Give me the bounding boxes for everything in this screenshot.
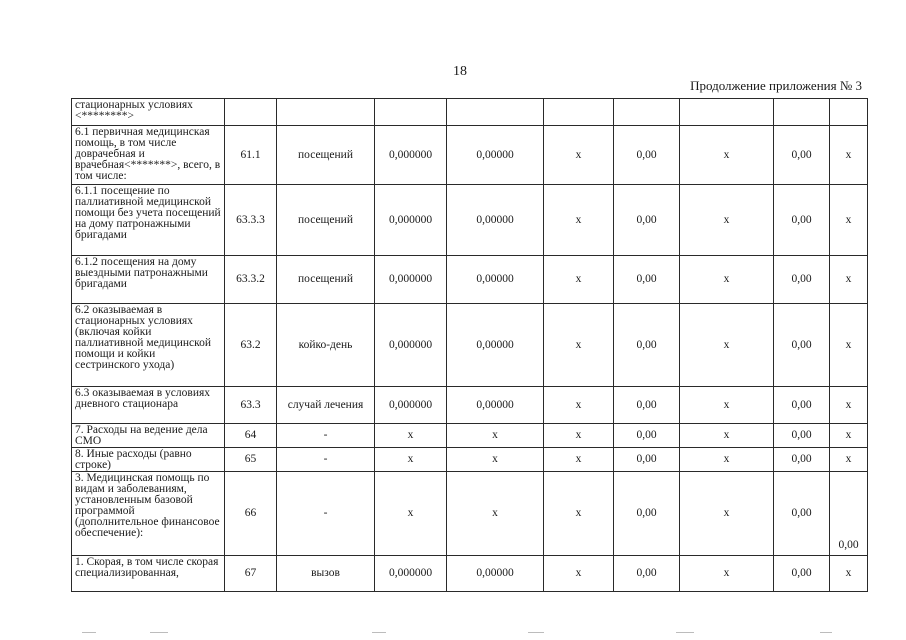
row-value-1: х: [375, 424, 447, 448]
row-value-7: х: [830, 387, 868, 424]
row-value-6: 0,00: [774, 256, 830, 304]
row-value-3: х: [544, 472, 614, 556]
row-value-4: 0,00: [614, 185, 680, 256]
table-row: [72, 556, 868, 592]
table-row: [72, 185, 868, 256]
row-code: 67: [225, 556, 277, 592]
row-value-6: 0,00: [774, 424, 830, 448]
row-value-2: 0,00000: [447, 126, 544, 185]
row-value-5: х: [680, 556, 774, 592]
table-row: [72, 387, 868, 424]
row-value-4: 0,00: [614, 448, 680, 472]
table-row: [72, 424, 868, 448]
row-name: 6.2 оказываемая в стационарных условиях (включая койки паллиативной медицинской помощи и койки сестринского ухода): [72, 304, 225, 387]
row-value-7: х: [830, 424, 868, 448]
row-name: 1. Скорая, в том числе скорая специализированная,: [72, 556, 225, 592]
row-value-7: 0,00: [830, 472, 868, 556]
row-value-5: х: [680, 448, 774, 472]
row-unit: -: [277, 424, 375, 448]
scan-mark: [528, 632, 544, 633]
row-unit: -: [277, 472, 375, 556]
row-value-5: х: [680, 185, 774, 256]
row-value-3: х: [544, 448, 614, 472]
row-value-7: х: [830, 256, 868, 304]
scan-mark: [372, 632, 386, 633]
row-value-6: 0,00: [774, 556, 830, 592]
row-code: 65: [225, 448, 277, 472]
row-code: [225, 99, 277, 126]
row-value-3: х: [544, 185, 614, 256]
table-row: [72, 472, 868, 556]
table-body: [72, 99, 868, 592]
row-value-3: х: [544, 556, 614, 592]
row-unit: посещений: [277, 256, 375, 304]
row-value-2: [447, 99, 544, 126]
row-name: 6.1 первичная медицинская помощь, в том числе доврачебная и врачебная<*******>, всего, в том числе:: [72, 126, 225, 185]
row-unit: случай лечения: [277, 387, 375, 424]
row-value-4: 0,00: [614, 304, 680, 387]
row-value-7: х: [830, 448, 868, 472]
row-value-2: 0,00000: [447, 556, 544, 592]
row-value-6: 0,00: [774, 387, 830, 424]
row-value-6: 0,00: [774, 304, 830, 387]
row-value-6: 0,00: [774, 185, 830, 256]
row-value-1: 0,000000: [375, 304, 447, 387]
row-value-1: [375, 99, 447, 126]
row-name: 3. Медицинская помощь по видам и заболеваниям, установленным базовой программой (дополнительное финансовое обеспечение):: [72, 472, 225, 556]
row-value-6: 0,00: [774, 472, 830, 556]
row-value-2: х: [447, 472, 544, 556]
row-code: 63.3.2: [225, 256, 277, 304]
row-value-7: х: [830, 185, 868, 256]
row-value-1: 0,000000: [375, 256, 447, 304]
table-row: [72, 304, 868, 387]
row-code: 63.2: [225, 304, 277, 387]
continuation-caption: Продолжение приложения № 3: [690, 78, 862, 93]
row-name: 6.1.2 посещения на дому выездными патронажными бригадами: [72, 256, 225, 304]
row-value-4: [614, 99, 680, 126]
row-name: 6.1.1 посещение по паллиативной медицинской помощи без учета посещений на дому патронажными бригадами: [72, 185, 225, 256]
data-table: [71, 98, 868, 592]
row-value-5: х: [680, 387, 774, 424]
scan-mark: [676, 632, 694, 633]
row-value-5: х: [680, 424, 774, 448]
row-value-2: 0,00000: [447, 387, 544, 424]
row-value-1: 0,000000: [375, 387, 447, 424]
row-name: 6.3 оказываемая в условиях дневного стационара: [72, 387, 225, 424]
row-value-6: 0,00: [774, 448, 830, 472]
scan-mark: [150, 632, 168, 633]
row-value-7: [830, 99, 868, 126]
row-value-3: х: [544, 424, 614, 448]
row-value-6: [774, 99, 830, 126]
row-name: стационарных условиях <********>: [72, 99, 225, 126]
row-value-3: х: [544, 126, 614, 185]
row-value-3: х: [544, 387, 614, 424]
row-value-5: х: [680, 304, 774, 387]
row-unit: койко-день: [277, 304, 375, 387]
row-value-1: 0,000000: [375, 126, 447, 185]
row-value-5: х: [680, 126, 774, 185]
row-value-3: х: [544, 304, 614, 387]
row-unit: -: [277, 448, 375, 472]
row-code: 66: [225, 472, 277, 556]
row-code: 63.3: [225, 387, 277, 424]
row-name: 8. Иные расходы (равно строке): [72, 448, 225, 472]
row-value-7: х: [830, 304, 868, 387]
row-value-2: 0,00000: [447, 304, 544, 387]
row-value-3: [544, 99, 614, 126]
row-value-5: х: [680, 472, 774, 556]
row-value-2: 0,00000: [447, 256, 544, 304]
row-value-4: 0,00: [614, 387, 680, 424]
row-value-1: х: [375, 472, 447, 556]
row-value-1: 0,000000: [375, 185, 447, 256]
row-code: 61.1: [225, 126, 277, 185]
row-code: 63.3.3: [225, 185, 277, 256]
row-value-2: 0,00000: [447, 185, 544, 256]
scan-mark: [82, 632, 96, 633]
row-value-4: 0,00: [614, 424, 680, 448]
row-value-4: 0,00: [614, 256, 680, 304]
row-value-1: х: [375, 448, 447, 472]
row-value-4: 0,00: [614, 126, 680, 185]
scan-mark: [820, 632, 832, 633]
row-value-2: х: [447, 424, 544, 448]
row-unit: посещений: [277, 126, 375, 185]
row-value-7: х: [830, 126, 868, 185]
row-name: 7. Расходы на ведение дела СМО: [72, 424, 225, 448]
row-value-5: х: [680, 256, 774, 304]
row-value-4: 0,00: [614, 472, 680, 556]
row-unit: посещений: [277, 185, 375, 256]
table-row: [72, 126, 868, 185]
table-row: [72, 256, 868, 304]
row-value-1: 0,000000: [375, 556, 447, 592]
row-value-6: 0,00: [774, 126, 830, 185]
scan-artifacts: [0, 632, 906, 636]
row-value-4: 0,00: [614, 556, 680, 592]
row-value-2: х: [447, 448, 544, 472]
page-number: 18: [453, 64, 467, 79]
row-value-5: [680, 99, 774, 126]
row-unit: [277, 99, 375, 126]
row-value-3: х: [544, 256, 614, 304]
row-value-7: х: [830, 556, 868, 592]
table-row: [72, 99, 868, 126]
table-row: [72, 448, 868, 472]
row-unit: вызов: [277, 556, 375, 592]
row-code: 64: [225, 424, 277, 448]
